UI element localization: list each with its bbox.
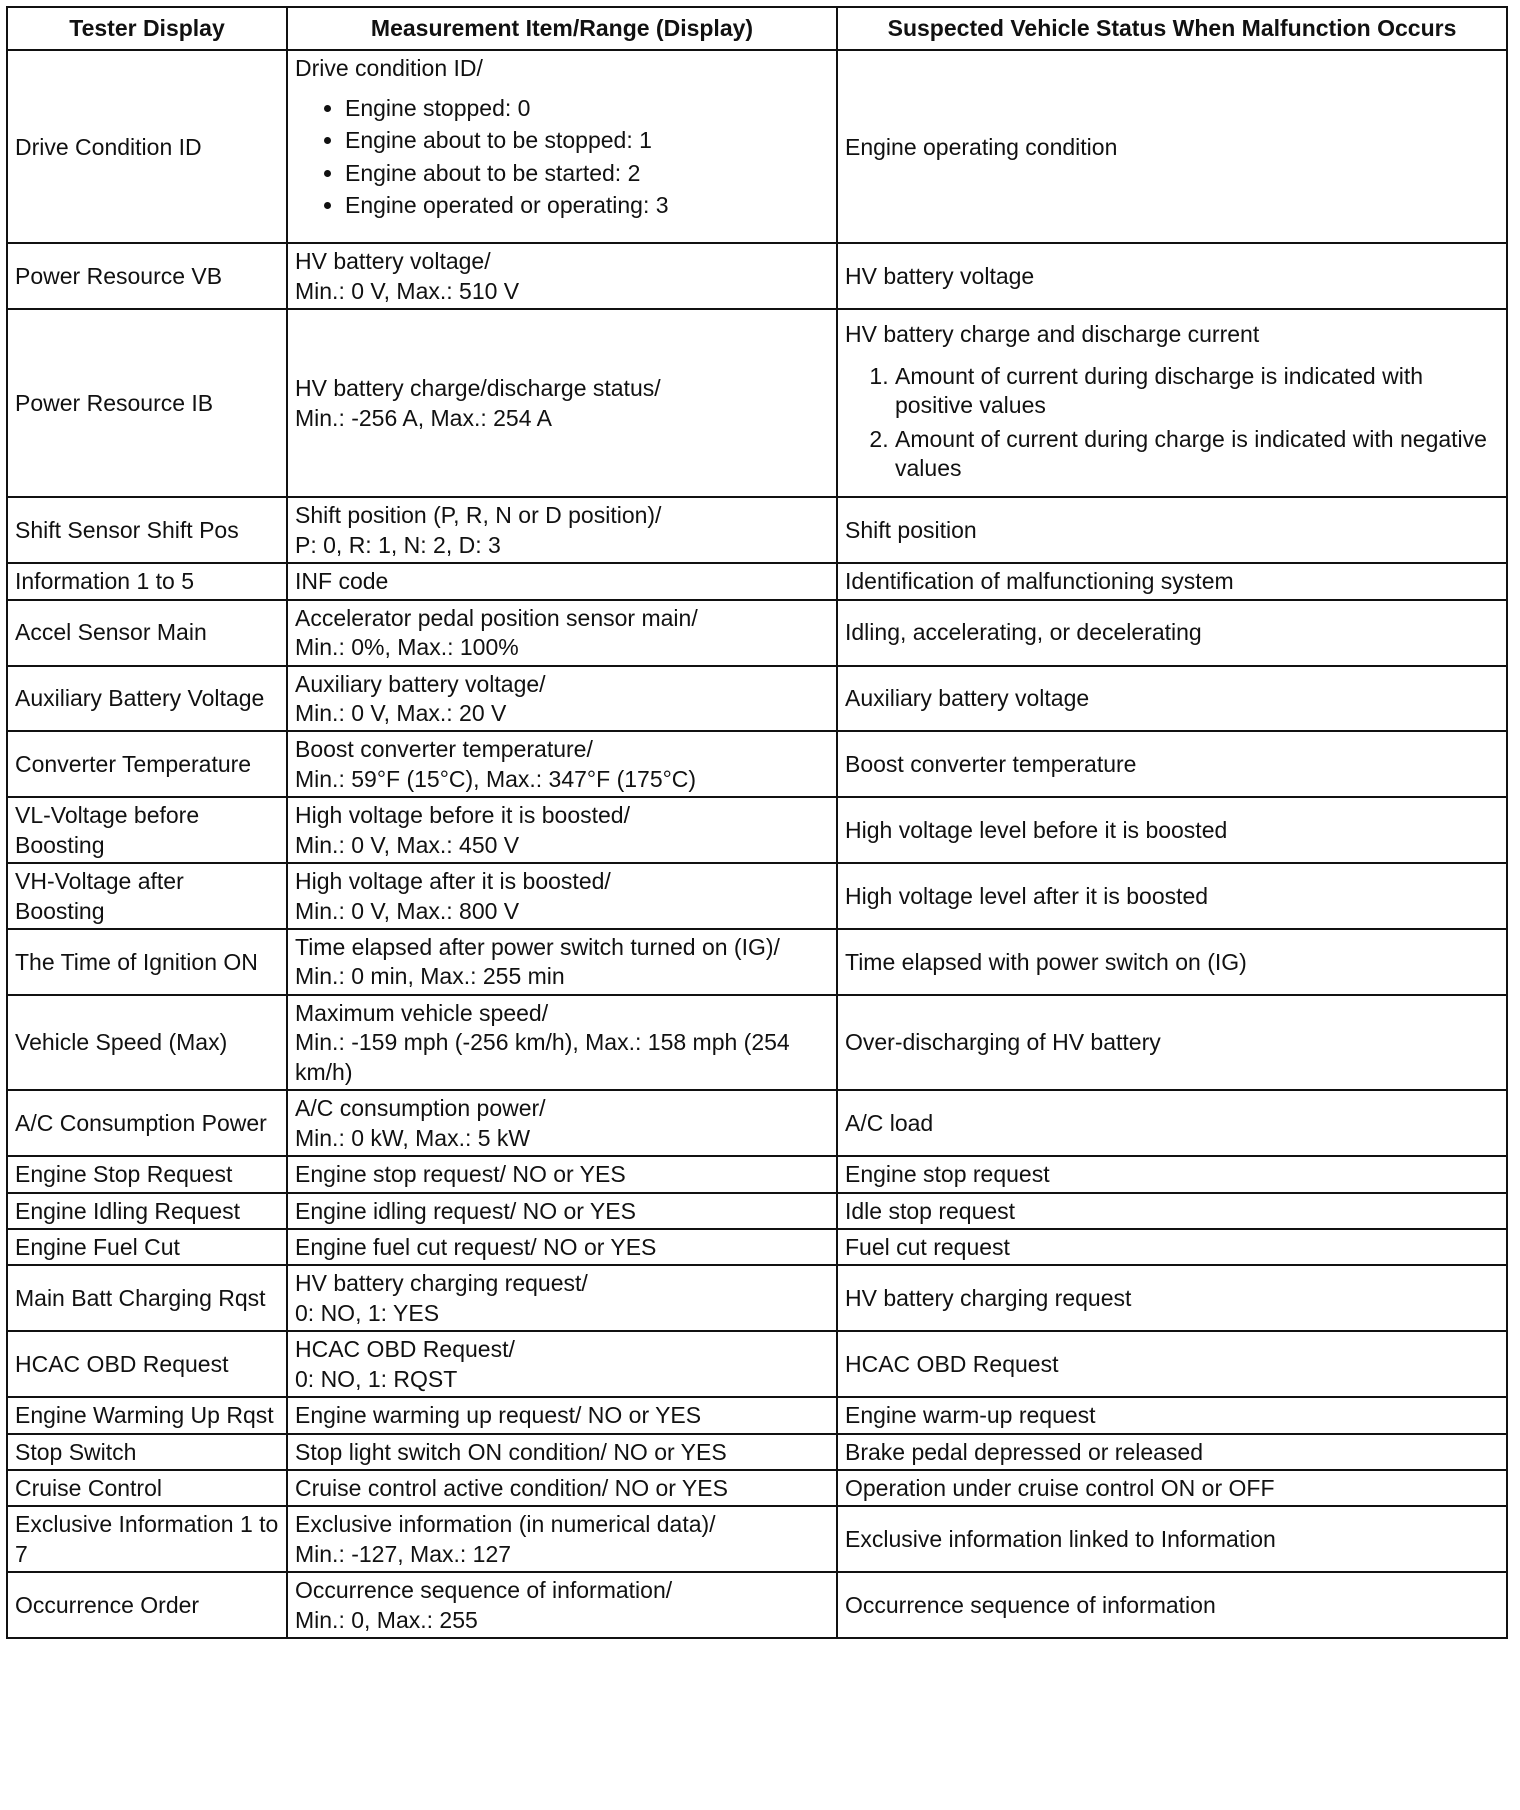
measure-intro: Drive condition ID/ [295, 55, 483, 82]
table-row [7, 929, 1507, 995]
status-cell: Exclusive information linked to Information [837, 1506, 1507, 1572]
measure-cell [287, 863, 837, 929]
tester-cell: Engine Fuel Cut [7, 1229, 287, 1265]
measure-cell [287, 1193, 837, 1229]
tester-cell: Information 1 to 5 [7, 563, 287, 599]
header-tester-display: Tester Display [7, 7, 287, 50]
table-row [7, 1397, 1507, 1433]
measure-line: Auxiliary battery voltage/ [295, 670, 546, 697]
tester-cell: Stop Switch [7, 1434, 287, 1470]
tester-cell: VL-Voltage before Boosting [7, 797, 287, 863]
table-row [7, 1506, 1507, 1572]
status-cell: Fuel cut request [837, 1229, 1507, 1265]
status-cell: HCAC OBD Request [837, 1331, 1507, 1397]
table-row [7, 1193, 1507, 1229]
table-row [7, 1572, 1507, 1638]
tester-cell: Engine Warming Up Rqst [7, 1397, 287, 1433]
table-row [7, 563, 1507, 599]
measure-cell [287, 1229, 837, 1265]
table-row [7, 995, 1507, 1090]
tester-data-table [6, 6, 1508, 1639]
table-row-drive-condition [7, 50, 1507, 243]
status-cell: Occurrence sequence of information [837, 1572, 1507, 1638]
table-row [7, 1156, 1507, 1192]
measure-cell [287, 995, 837, 1090]
header-measurement-item: Measurement Item/Range (Display) [287, 7, 837, 50]
measure-line: Engine stop request/ NO or YES [295, 1161, 626, 1188]
status-cell: High voltage level before it is boosted [837, 797, 1507, 863]
table-row [7, 497, 1507, 563]
measure-line: Min.: 0 min, Max.: 255 min [295, 963, 565, 990]
tester-cell: Converter Temperature [7, 731, 287, 797]
measure-line: Min.: 59°F (15°C), Max.: 347°F (175°C) [295, 765, 697, 792]
measure-cell [287, 1572, 837, 1638]
measure-line: Min.: 0 V, Max.: 510 V [295, 277, 520, 304]
measure-line: Min.: 0 kW, Max.: 5 kW [295, 1124, 531, 1151]
table-row [7, 797, 1507, 863]
tester-cell: VH-Voltage after Boosting [7, 863, 287, 929]
measure-cell [287, 50, 837, 243]
status-cell [837, 309, 1507, 497]
measure-line: Cruise control active condition/ NO or YES [295, 1475, 728, 1501]
measure-line: Min.: 0, Max.: 255 [295, 1606, 478, 1633]
list-item: 2. Amount of current during charge is indicated with negative values [895, 425, 1499, 484]
measure-cell [287, 243, 837, 309]
tester-cell: Cruise Control [7, 1470, 287, 1506]
measure-line: Min.: -127, Max.: 127 [295, 1540, 512, 1567]
current-sign-list [845, 362, 1499, 484]
status-cell: A/C load [837, 1090, 1507, 1156]
measure-cell [287, 1506, 837, 1572]
list-item: • Engine about to be started: 2 [345, 159, 829, 188]
drive-condition-list [295, 94, 829, 221]
status-cell: Identification of malfunctioning system [837, 563, 1507, 599]
status-cell: High voltage level after it is boosted [837, 863, 1507, 929]
measure-line: Exclusive information (in numerical data)/ [295, 1511, 716, 1538]
measure-cell [287, 1156, 837, 1192]
list-item: • Engine stopped: 0 [345, 94, 829, 123]
measure-line: Min.: 0 V, Max.: 450 V [295, 831, 520, 858]
measure-line: High voltage before it is boosted/ [295, 802, 630, 829]
measure-line: Engine idling request/ NO or YES [295, 1197, 636, 1224]
status-cell: HV battery charging request [837, 1265, 1507, 1331]
tester-cell: Engine Stop Request [7, 1156, 287, 1192]
status-cell: Time elapsed with power switch on (IG) [837, 929, 1507, 995]
status-intro: HV battery charge and discharge current [845, 321, 1260, 348]
measure-line: Stop light switch ON condition/ NO or YES [295, 1438, 727, 1465]
measure-line: 0: NO, 1: YES [295, 1299, 440, 1326]
tester-cell: Exclusive Information 1 to 7 [7, 1506, 287, 1572]
measure-cell [287, 929, 837, 995]
status-cell: Idling, accelerating, or decelerating [837, 600, 1507, 666]
measure-line: HV battery voltage/ [295, 248, 491, 275]
status-cell: Over-discharging of HV battery [837, 995, 1507, 1090]
status-cell: Idle stop request [837, 1193, 1507, 1229]
measure-line: Min.: 0 V, Max.: 20 V [295, 699, 507, 726]
measure-line: P: 0, R: 1, N: 2, D: 3 [295, 531, 501, 558]
tester-cell: Drive Condition ID [7, 50, 287, 243]
table-row [7, 1265, 1507, 1331]
status-cell: Engine stop request [837, 1156, 1507, 1192]
measure-cell [287, 1434, 837, 1470]
measure-line: 0: NO, 1: RQST [295, 1365, 458, 1392]
measure-line: Time elapsed after power switch turned on (IG)/ [295, 934, 780, 960]
tester-cell: HCAC OBD Request [7, 1331, 287, 1397]
table-row [7, 666, 1507, 732]
list-item: 1. Amount of current during discharge is indicated with positive values [895, 362, 1499, 421]
measure-line: Engine warming up request/ NO or YES [295, 1402, 702, 1429]
measure-line: Shift position (P, R, N or D position)/ [295, 502, 662, 529]
measure-cell [287, 1090, 837, 1156]
measure-cell [287, 1470, 837, 1506]
list-item: • Engine operated or operating: 3 [345, 191, 829, 220]
measure-cell [287, 731, 837, 797]
status-cell: HV battery voltage [837, 243, 1507, 309]
measure-cell [287, 1265, 837, 1331]
status-cell: Boost converter temperature [837, 731, 1507, 797]
measure-line: Boost converter temperature/ [295, 736, 593, 763]
table-row [7, 863, 1507, 929]
table-row [7, 1229, 1507, 1265]
table-row [7, 1470, 1507, 1506]
measure-line: HV battery charge/discharge status/ [295, 375, 661, 402]
measure-cell [287, 797, 837, 863]
header-suspected-status: Suspected Vehicle Status When Malfunction Occurs [837, 7, 1507, 50]
status-cell: Operation under cruise control ON or OFF [837, 1470, 1507, 1506]
tester-cell: The Time of Ignition ON [7, 929, 287, 995]
tester-cell: Main Batt Charging Rqst [7, 1265, 287, 1331]
table-row [7, 600, 1507, 666]
status-cell: Auxiliary battery voltage [837, 666, 1507, 732]
measure-line: Accelerator pedal position sensor main/ [295, 604, 698, 631]
measure-cell [287, 666, 837, 732]
measure-cell [287, 1331, 837, 1397]
measure-cell [287, 497, 837, 563]
table-row [7, 731, 1507, 797]
tester-cell: A/C Consumption Power [7, 1090, 287, 1156]
measure-line: Min.: -159 mph (-256 km/h), Max.: 158 mph (254 km/h) [295, 1029, 790, 1085]
header-row [7, 7, 1507, 50]
tester-cell: Accel Sensor Main [7, 600, 287, 666]
measure-line: A/C consumption power/ [295, 1095, 546, 1122]
measure-line: Min.: -256 A, Max.: 254 A [295, 404, 552, 431]
measure-line: Engine fuel cut request/ NO or YES [295, 1233, 657, 1260]
tester-cell: Power Resource VB [7, 243, 287, 309]
tester-cell: Power Resource IB [7, 309, 287, 497]
measure-cell [287, 309, 837, 497]
measure-line: Maximum vehicle speed/ [295, 999, 549, 1026]
tester-cell: Auxiliary Battery Voltage [7, 666, 287, 732]
table-row [7, 243, 1507, 309]
measure-line: HV battery charging request/ [295, 1270, 588, 1297]
status-cell: Brake pedal depressed or released [837, 1434, 1507, 1470]
status-cell: Engine operating condition [837, 50, 1507, 243]
list-item: • Engine about to be stopped: 1 [345, 126, 829, 155]
tester-cell: Shift Sensor Shift Pos [7, 497, 287, 563]
measure-line: High voltage after it is boosted/ [295, 868, 611, 895]
measure-cell [287, 563, 837, 599]
tester-cell: Vehicle Speed (Max) [7, 995, 287, 1090]
table-row [7, 1331, 1507, 1397]
measure-line: Min.: 0%, Max.: 100% [295, 634, 519, 661]
measure-line: HCAC OBD Request/ [295, 1336, 515, 1363]
table-row-power-resource-ib [7, 309, 1507, 497]
measure-cell [287, 1397, 837, 1433]
table-row [7, 1090, 1507, 1156]
status-cell: Engine warm-up request [837, 1397, 1507, 1433]
measure-line: Occurrence sequence of information/ [295, 1577, 673, 1604]
tester-cell: Occurrence Order [7, 1572, 287, 1638]
measure-line: Min.: 0 V, Max.: 800 V [295, 897, 520, 924]
measure-line: INF code [295, 568, 389, 595]
table-row [7, 1434, 1507, 1470]
status-cell: Shift position [837, 497, 1507, 563]
measure-cell [287, 600, 837, 666]
tester-cell: Engine Idling Request [7, 1193, 287, 1229]
